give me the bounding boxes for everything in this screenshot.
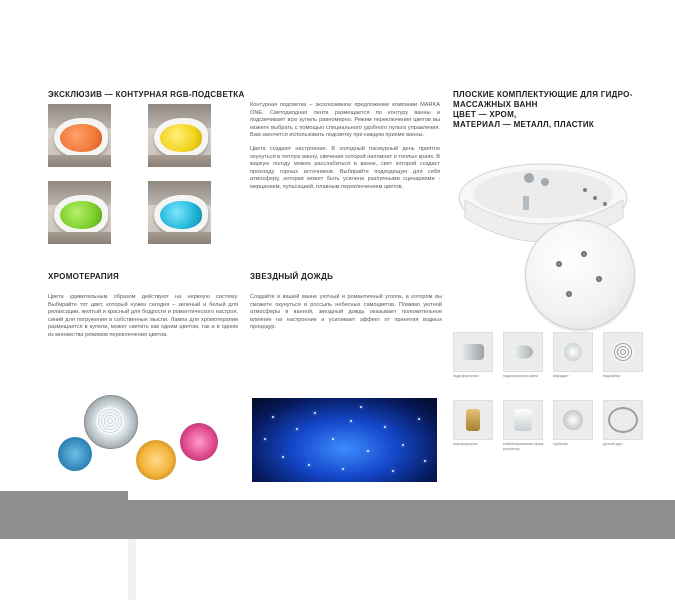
bottom-white-plate: [128, 482, 675, 500]
tub-image-green: [48, 181, 111, 244]
component-combined-control-knob: [503, 400, 543, 440]
component-hand-shower: [603, 400, 643, 440]
component-hydro-nozzle-mini: [503, 332, 543, 372]
component-label: аэрофорсунка: [453, 442, 478, 446]
components-title-line-3: ЦВЕТ — ХРОМ,: [453, 110, 517, 119]
bottom-white-band: [0, 539, 675, 600]
exclusive-title: ЭКСКЛЮЗИВ — КОНТУРНАЯ RGB-ПОДСВЕТКА: [48, 90, 245, 99]
exclusive-paragraph-2: Цвета создают настроение. В холодный пасмурный день приятно окунуться в теплую ванну, свечение которой напомнит о теплых краях. В жаркую погоду можно расслабиться в ванне, свет которой создаст прохладу горных источников. Выбирайте подходящую для себя атмосферу, которая может быть усилена различными сценариями - мерцанием, пульсацией, плавным переключением цветов.: [250, 145, 441, 190]
chromo-text: Цвета удивительным образом действуют на нервную систему. Выбирайте тот цвет, который нужен сегодня – зеленый и белый для релаксации, желтый и красный для бодрости и романтического настроя, синий для погружения в собственные мысли. Лампа для хромотерапии размещается в купели, может светить как одним цветом, так и в одном из множества режимов переключения цветов.: [48, 294, 238, 338]
starrain-title: ЗВЕЗДНЫЙ ДОЖДЬ: [250, 272, 334, 281]
component-aerojet: [553, 332, 593, 372]
chromo-title: ХРОМОТЕРАПИЯ: [48, 272, 120, 281]
component-aero-nozzle: [453, 400, 493, 440]
component-label: ручной душ: [603, 442, 623, 446]
components-title: [453, 90, 653, 130]
component-label: турбопул: [553, 442, 569, 446]
components-title-line-4: МАТЕРИАЛ — МЕТАЛЛ, ПЛАСТИК: [453, 120, 595, 129]
component-hydro-nozzle: [453, 332, 493, 372]
component-label: комбинированная ручка-регулятор: [503, 442, 545, 451]
exclusive-paragraph-1: Контурная подсветка – эксклюзивное предложение компании MARKA ONE. Светодиодная лента размещается по контуру ванны и подсвечивает всю купель равномерно. Режим переключения цветов вы можете выбрать с помощью специального удобного пульта управления. Вам захочется использовать подсветку при каждом приеме ванны.: [250, 102, 440, 139]
component-turbopool: [553, 400, 593, 440]
components-title-line-2: МАССАЖНЫХ ВАНН: [453, 100, 538, 109]
bathtub-zoom-circle: [525, 220, 635, 330]
tub-image-cyan: [148, 181, 211, 244]
component-label: аэроджет: [553, 374, 569, 378]
starrain-photo: [252, 398, 437, 490]
components-title-line-1: ПЛОСКИЕ КОМПЛЕКТУЮЩИЕ ДЛЯ ГИДРО-: [453, 90, 633, 99]
component-label: гидрофорсунка: [453, 374, 479, 378]
component-label: водозабор: [603, 374, 621, 378]
bottom-left-tab: [128, 539, 136, 600]
exclusive-text: [250, 102, 440, 198]
tub-image-orange: [48, 104, 111, 167]
component-label: гидрофорсунка мини: [503, 374, 539, 378]
chromo-lamps-image: [58, 395, 228, 490]
component-water-intake: [603, 332, 643, 372]
tub-image-yellow: [148, 104, 211, 167]
starrain-text: Создайте в вашей ванне уютный и романтичный уголок, в котором вы сможете окунуться в россыпь небесных самоцветов. Помимо уютной атмосферы в ванной, звездный дождь оказывает положительное влияние на настроение и усиливает эффект от принятия водных процедур.: [250, 294, 442, 331]
